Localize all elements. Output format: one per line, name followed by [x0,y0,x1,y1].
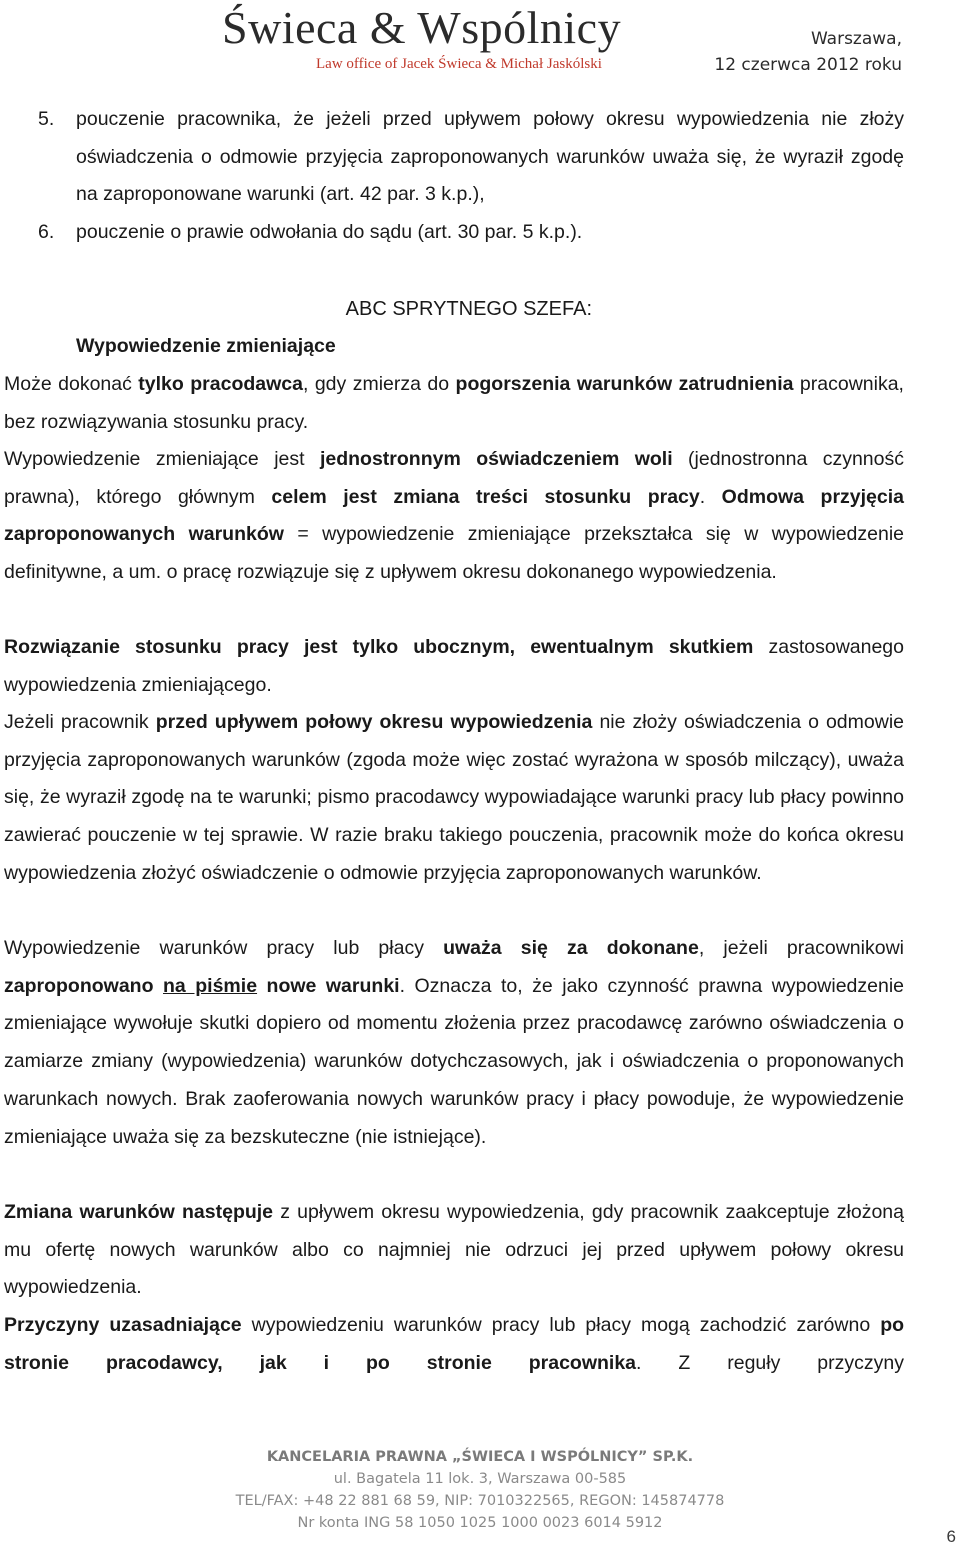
footer-bank-account: Nr konta ING 58 1050 1025 1000 0023 6014 5912 [297,1515,663,1531]
city: Warszawa, [810,29,902,49]
footer-contact: TEL/FAX: +48 22 881 68 59, NIP: 7010322565, REGON: 145874778 [235,1493,725,1509]
paragraph-5: Wypowiedzenie warunków pracy lub płacy uważa się za dokonane, jeżeli pracownikowi zaproponowano na piśmie nowe warunki. Oznacza to, że jako czynność prawna wypowiedzenie zmieniające wywołuje skutki dopiero od momentu złożenia przez pracodawcę zarówno oświadczenia o zamiarze zmiany (wypowiedzenia) warunków dotychczasowych, jak i oświadczenia o proponowanych warunkach nowych. Brak zaoferowania nowych warunków pracy i płacy powoduje, że wypowiedzenie zmieniające uważa się za bezskuteczne (nie istniejące). [4,937,905,1148]
paragraph-4: Jeżeli pracownik przed upływem połowy okresu wypowiedzenia nie złoży oświadczenia o odmowie przyjęcia zaproponowanych warunków (zgoda może więc zostać wyrażona w sposób milczący), uważa się, że wyraził zgodę na te warunki; pismo pracodawcy wypowiadające warunki pracy lub płacy powinno zawierać pouczenie w tej sprawie. W razie braku takiego pouczenia, pracownik może do końca okresu wypowiedzenia złożyć oświadczenie o odmowie przyjęcia zaproponowanych warunków. [4,711,905,884]
footer-firm-name: KANCELARIA PRAWNA „ŚWIECA I WSPÓLNICY” SP.K. [266,1449,694,1465]
page-number: 6 [946,1527,956,1546]
footer-address: ul. Bagatela 11 lok. 3, Warszawa 00-585 [333,1471,627,1487]
list-item [38,101,904,214]
logo-title: Świeca & Wspólnicy [222,2,622,53]
list-item [38,214,904,252]
section-title: ABC SPRYTNEGO SZEFA: [345,298,592,320]
logo-subtitle: Law office of Jacek Świeca & Michał Jaskólski [316,56,602,72]
law-office-logo [222,2,702,74]
paragraph-3: Rozwiązanie stosunku pracy jest tylko ubocznym, ewentualnym skutkiem zastosowanego wypowiedzenia zmieniającego. [4,636,904,696]
list-text: pouczenie pracownika, że jeżeli przed upływem połowy okresu wypowiedzenia nie złoży oświadczenia o odmowie przyjęcia zaproponowanych warunków uważa się, że wyraził zgodę na zaproponowane warunki (art. 42 par. 3 k.p.), [76,108,904,205]
footer [0,1446,960,1534]
paragraph-6: Zmiana warunków następuje z upływem okresu wypowiedzenia, gdy pracownik zaakceptuje złożoną mu ofertę nowych warunków albo co najmniej nie odrzuci jej przed upływem połowy okresu wypowiedzenia. [4,1201,904,1299]
paragraph-1: Może dokonać tylko pracodawca, gdy zmierza do pogorszenia warunków zatrudnienia pracownika, bez rozwiązywania stosunku pracy. [4,373,904,433]
list-number: 6. [38,221,55,243]
place-and-date [714,26,902,78]
date: 12 czerwca 2012 roku [714,55,902,75]
list-text: pouczenie o prawie odwołania do sądu (art. 30 par. 5 k.p.). [76,221,583,243]
list-number: 5. [38,108,55,130]
section-subtitle: Wypowiedzenie zmieniające [76,335,336,357]
paragraph-7: Przyczyny uzasadniające wypowiedzeniu warunków pracy lub płacy mogą zachodzić zarówno po stronie pracodawcy, jak i po stronie pracownika. Z reguły przyczyny [4,1314,905,1374]
paragraph-2: Wypowiedzenie zmieniające jest jednostronnym oświadczeniem woli (jednostronna czynność prawna), którego głównym celem jest zmiana treści stosunku pracy. Odmowa przyjęcia zaproponowanych warunków = wypowiedzenie zmieniające przekształca się w wypowiedzenie definitywne, a um. o pracę rozwiązuje się z upływem okresu dokonanego wypowiedzenia. [4,448,904,584]
